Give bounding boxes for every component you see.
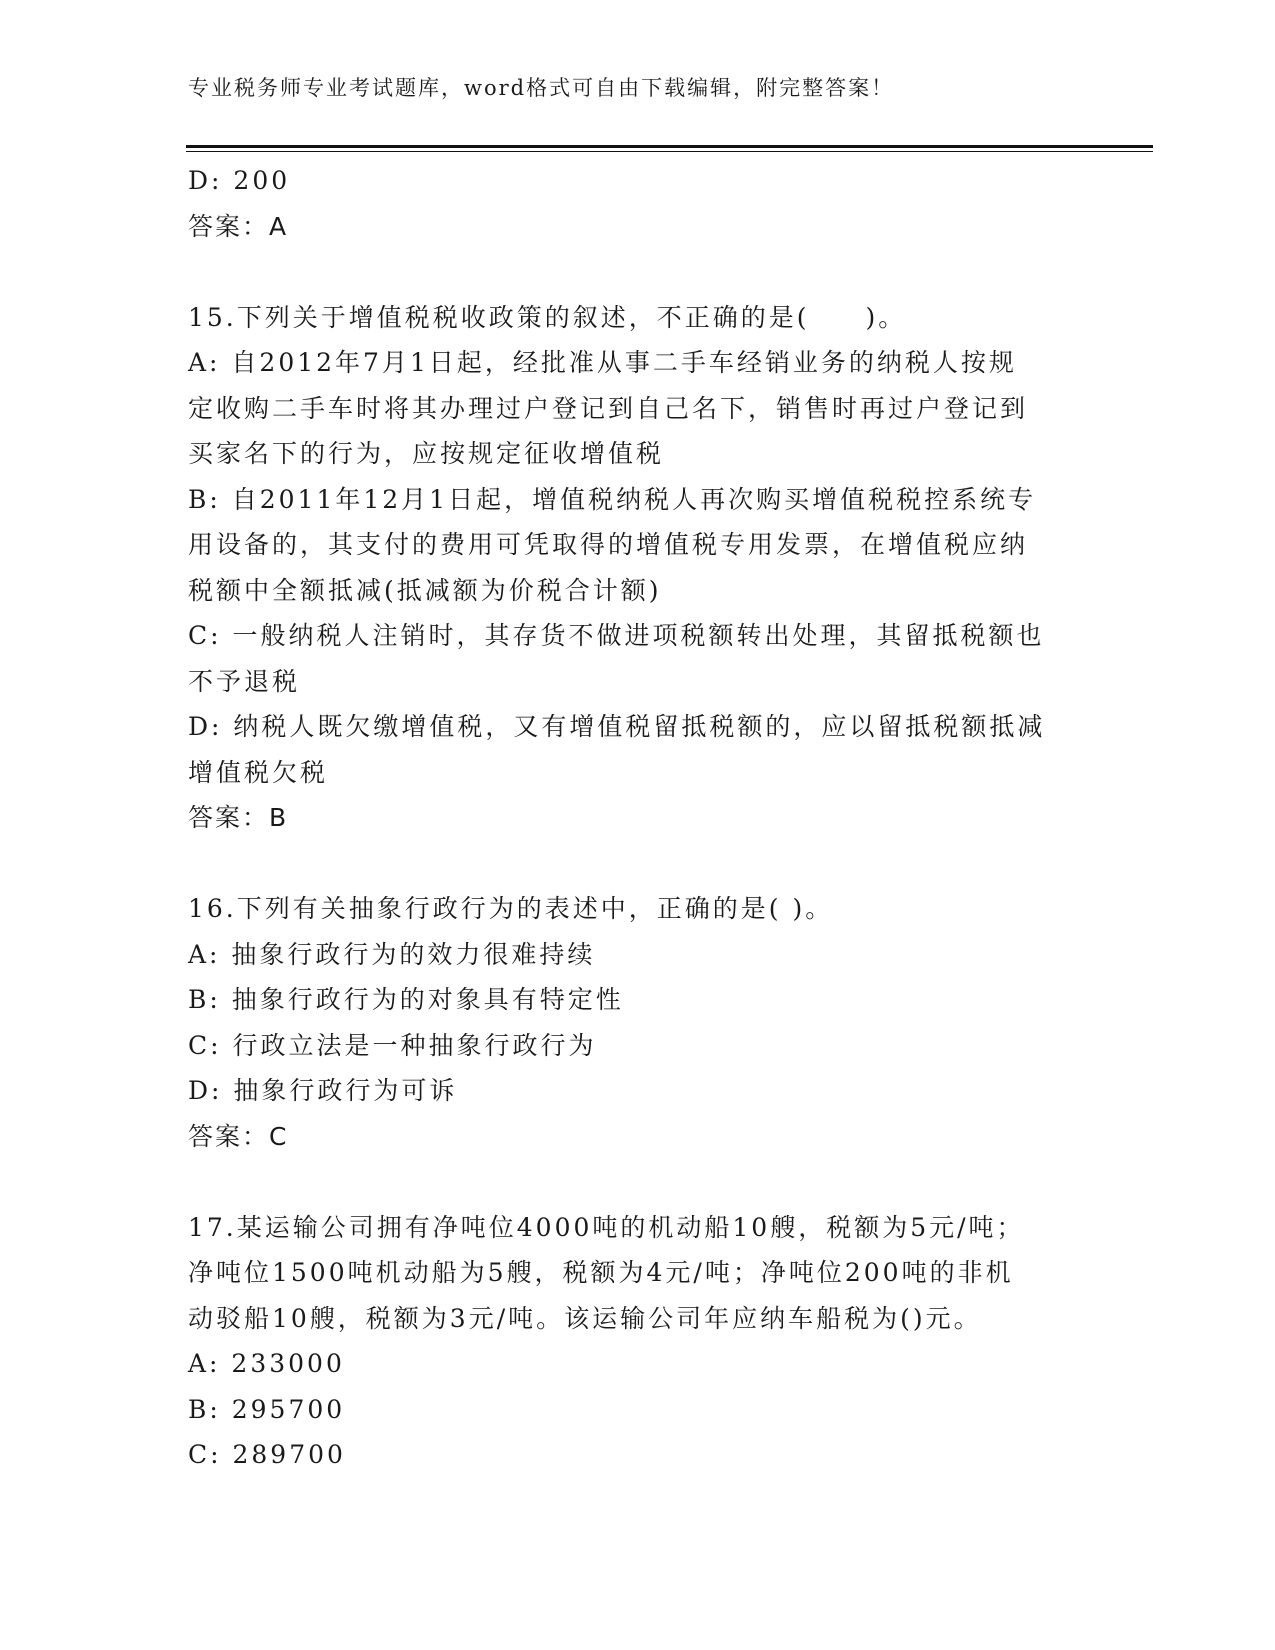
q17-stem-line1: 17.某运输公司拥有净吨位4000吨的机动船10艘，税额为5元/吨； xyxy=(188,1212,1025,1242)
q17-stem-line3: 动驳船10艘，税额为3元/吨。该运输公司年应纳车船税为()元。 xyxy=(188,1303,982,1333)
spacer xyxy=(188,1159,1088,1205)
q16-option-d: D: 抽象行政行为可诉 xyxy=(188,1076,458,1105)
q17-option-c: C: 289700 xyxy=(188,1440,346,1469)
q16-answer: 答案：C xyxy=(188,1121,289,1151)
q15-option-b-line3: 税额中全额抵减(抵减额为价税合计额) xyxy=(188,575,662,605)
q15-option-d-line1: D: 纳税人既欠缴增值税，又有增值税留抵税额的，应以留抵税额抵减 xyxy=(188,712,1046,741)
q15-option-a-line2: 定收购二手车时将其办理过户登记到自己名下，销售时再过户登记到 xyxy=(188,393,1029,423)
header-rule-thin xyxy=(186,151,1153,152)
q16-option-a: A: 抽象行政行为的效力很难持续 xyxy=(188,939,596,969)
q15-option-d-line2: 增值税欠税 xyxy=(188,757,329,787)
q17-option-a: A: 233000 xyxy=(188,1349,345,1378)
header-rule-thick xyxy=(186,145,1153,148)
question-content xyxy=(188,158,1088,1478)
q14-answer: 答案：A xyxy=(188,211,289,241)
q16-option-b: B: 抽象行政行为的对象具有特定性 xyxy=(188,985,624,1014)
q16-option-c: C: 行政立法是一种抽象行政行为 xyxy=(188,1030,597,1060)
q16-stem: 16.下列有关抽象行政行为的表述中，正确的是( )。 xyxy=(188,894,834,923)
q14-option-d: D: 200 xyxy=(188,166,291,195)
q17-option-b: B: 295700 xyxy=(188,1394,346,1424)
q15-option-b-line1: B: 自2011年12月1日起，增值税纳税人再次购买增值税税控系统专 xyxy=(188,484,1037,514)
q15-option-b-line2: 用设备的，其支付的费用可凭取得的增值税专用发票，在增值税应纳 xyxy=(188,530,1029,559)
q15-option-a-line3: 买家名下的行为，应按规定征收增值税 xyxy=(188,439,665,468)
q15-option-c-line1: C: 一般纳税人注销时，其存货不做进项税额转出处理，其留抵税额也 xyxy=(188,621,1045,650)
q17-stem-line2: 净吨位1500吨机动船为5艘，税额为4元/吨；净吨位200吨的非机 xyxy=(188,1258,1014,1287)
q15-stem: 15.下列关于增值税税收政策的叙述，不正确的是( )。 xyxy=(188,302,907,332)
page-header: 专业税务师专业考试题库，word格式可自由下载编辑，附完整答案！ xyxy=(188,76,895,100)
spacer xyxy=(188,249,1088,295)
q15-option-c-line2: 不予退税 xyxy=(188,666,301,696)
spacer xyxy=(188,841,1088,887)
q15-answer: 答案：B xyxy=(188,803,289,832)
q15-option-a-line1: A: 自2012年7月1日起，经批准从事二手车经销业务的纳税人按规 xyxy=(188,348,1017,377)
